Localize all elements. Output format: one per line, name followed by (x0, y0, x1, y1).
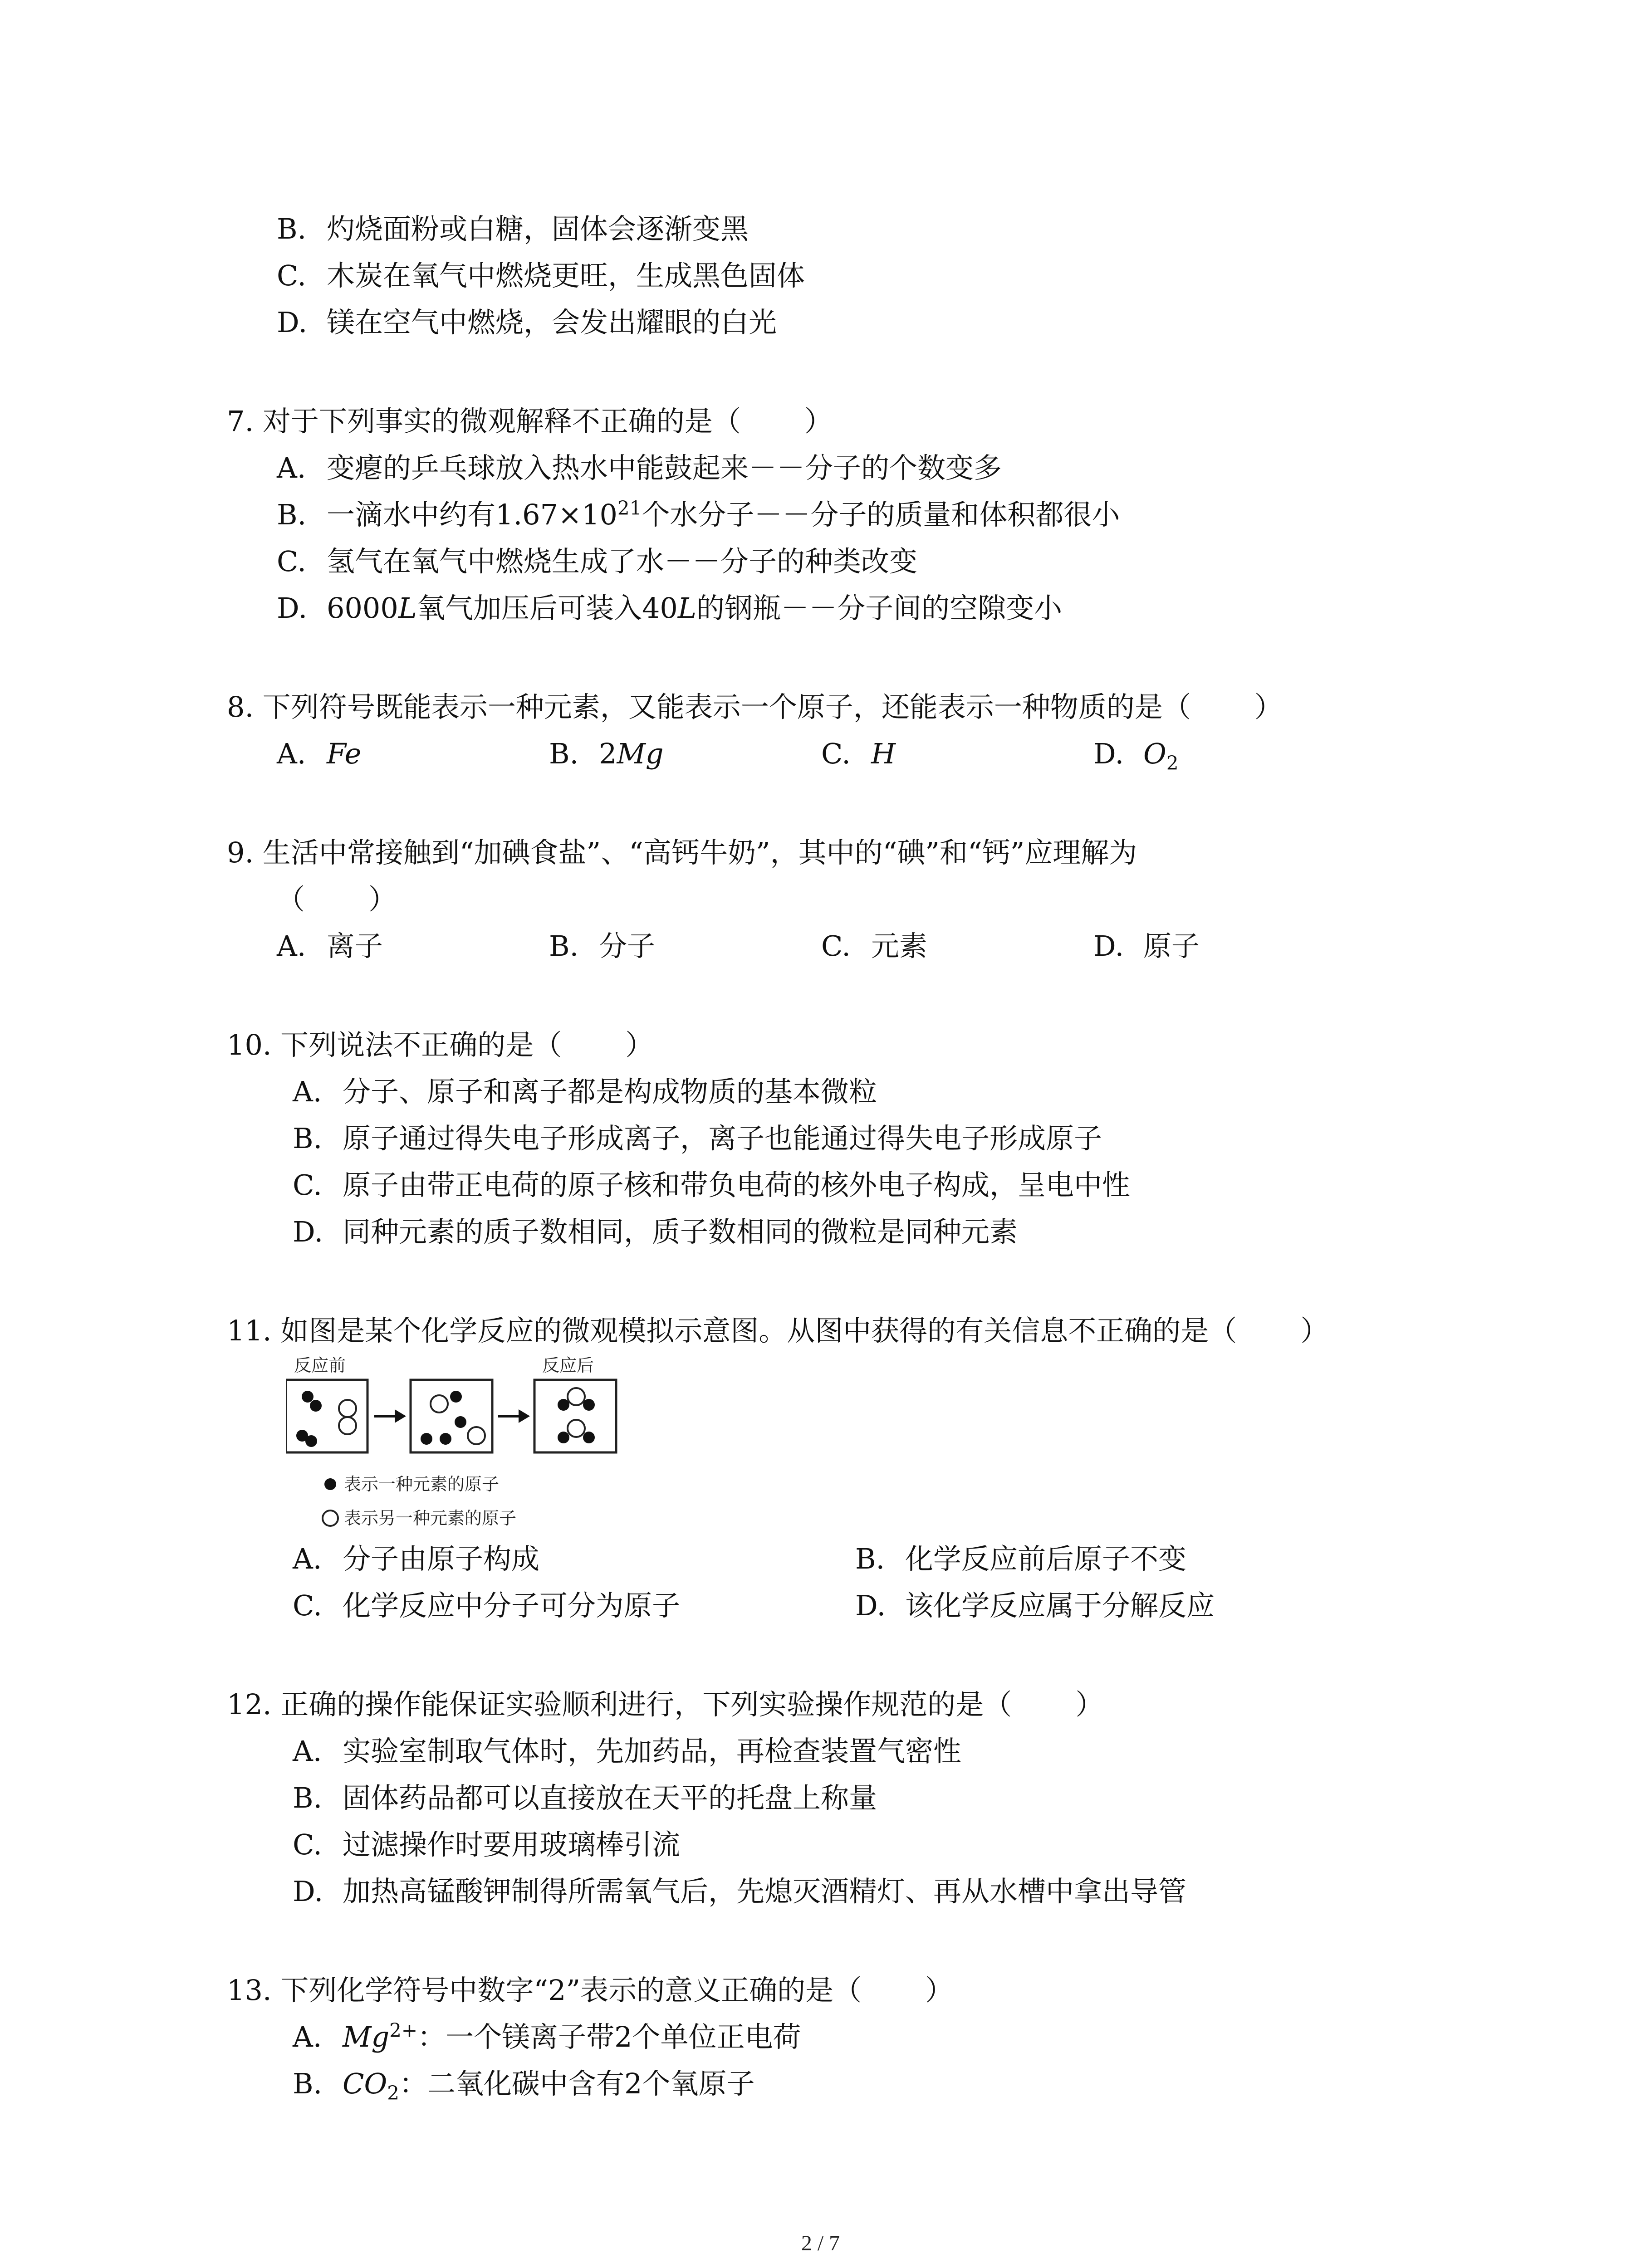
legend-open-label: 表示另一种元素的原子 (344, 1509, 517, 1528)
q7-stem: 7. 对于下列事实的微观解释不正确的是（ ） (227, 405, 833, 438)
q11-stem: 11. 如图是某个化学反应的微观模拟示意图。从图中获得的有关信息不正确的是（ ） (227, 1314, 1329, 1347)
q10-option-c: C. 原子由带正电荷的原子核和带负电荷的核外电子构成，呈电中性 (293, 1168, 1131, 1202)
q11-option-b: B. 化学反应前后原子不变 (855, 1542, 1187, 1575)
q11-option-c: C. 化学反应中分子可分为原子 (293, 1589, 681, 1622)
question-7 (227, 399, 1452, 632)
q12-option-a: A. 实验室制取气体时，先加药品，再检查装置气密性 (293, 1735, 962, 1768)
label-before: 反应前 (294, 1356, 346, 1375)
atom-filled (302, 1391, 314, 1403)
q10-option-b: B. 原子通过得失电子形成离子，离子也能通过得失电子形成原子 (293, 1122, 1102, 1155)
atom-open (568, 1420, 585, 1437)
q9-stem: 9. 生活中常接触到“加碘食盐”、“高钙牛奶”，其中的“碘”和“钙”应理解为 (227, 836, 1137, 869)
q13-option-a: A. $Mg^{2+}$：一个镁离子带2个单位正电荷 (293, 2019, 801, 2053)
arrow-head-icon (395, 1409, 406, 1423)
q7-option-c: C. 氢气在氧气中燃烧生成了水－－分子的种类改变 (277, 545, 918, 578)
q6-option-b: B. 灼烧面粉或白糖，固体会逐渐变黑 (277, 212, 749, 245)
q10-option-d: D. 同种元素的质子数相同，质子数相同的微粒是同种元素 (293, 1215, 1018, 1248)
q13-option-b: B. $CO_2$：二氧化碳中含有2个氧原子 (293, 2067, 755, 2104)
q12-option-c: C. 过滤操作时要用玻璃棒引流 (293, 1828, 681, 1861)
box-before (286, 1380, 367, 1452)
atom-open (339, 1417, 356, 1434)
q7-option-b: B. 一滴水中约有$1.67\times 10^{21}$个水分子－－分子的质量和体积都很小 (277, 497, 1120, 531)
question-9 (227, 830, 1452, 970)
q8-option-b: B. 2Mg (549, 737, 664, 770)
question-6-options (227, 206, 1452, 347)
page-number: 2 / 7 (801, 2231, 840, 2255)
q8-options (227, 731, 1452, 778)
atom-filled (440, 1433, 451, 1445)
q11-option-d: D. 该化学反应属于分解反应 (855, 1589, 1215, 1622)
question-12 (227, 1682, 1452, 1916)
arrow-head-icon (519, 1409, 530, 1423)
legend-open-atom-icon (323, 1510, 338, 1526)
reaction-diagram-svg (286, 1355, 694, 1536)
q11-reaction-diagram (227, 1355, 1452, 1536)
q8-option-a: A. Fe (277, 737, 362, 770)
q12-option-d: D. 加热高锰酸钾制得所需氧气后，先熄灭酒精灯、再从水槽中拿出导管 (293, 1875, 1187, 1908)
atom-filled (558, 1399, 569, 1411)
legend-filled-atom-icon (324, 1478, 336, 1490)
atom-filled (583, 1432, 595, 1443)
q9-option-a: A. 离子 (277, 929, 383, 963)
q13-stem: 13. 下列化学符号中数字“2”表示的意义正确的是（ ） (227, 1974, 954, 2007)
q8-stem: 8. 下列符号既能表示一种元素，又能表示一个原子，还能表示一种物质的是（ ） (227, 690, 1283, 723)
q9-option-b: B. 分子 (549, 929, 656, 963)
atom-filled (310, 1400, 322, 1412)
q9-options (227, 924, 1452, 970)
legend-filled-label: 表示一种元素的原子 (344, 1475, 500, 1494)
q12-option-b: B. 固体药品都可以直接放在天平的托盘上称量 (293, 1781, 877, 1814)
atom-open (339, 1400, 356, 1417)
atom-open (431, 1395, 448, 1413)
question-10 (227, 1022, 1452, 1256)
atom-filled (305, 1435, 317, 1447)
question-13 (227, 1968, 1452, 2108)
q9-option-d: D. 原子 (1093, 929, 1200, 963)
q11-option-a: A. 分子由原子构成 (293, 1542, 540, 1575)
atom-filled (455, 1416, 466, 1428)
q10-option-a: A. 分子、原子和离子都是构成物质的基本微粒 (293, 1075, 877, 1108)
q7-option-d: D. 6000L氧气加压后可装入40L的钢瓶－－分子间的空隙变小 (277, 591, 1063, 625)
atom-filled (583, 1399, 595, 1411)
q10-stem: 10. 下列说法不正确的是（ ） (227, 1028, 654, 1061)
page-content (227, 206, 1452, 2108)
question-8 (227, 684, 1452, 778)
q8-option-d: D. $O_2$ (1093, 737, 1179, 774)
q12-stem: 12. 正确的操作能保证实验顺利进行，下列实验操作规范的是（ ） (227, 1688, 1104, 1721)
label-after: 反应后 (542, 1356, 594, 1375)
q7-option-a: A. 变瘪的乒乓球放入热水中能鼓起来－－分子的个数变多 (277, 451, 1002, 484)
atom-filled (421, 1433, 432, 1445)
q6-option-d: D. 镁在空气中燃烧，会发出耀眼的白光 (277, 306, 777, 339)
q11-options-row2 (227, 1583, 1452, 1630)
atom-filled (450, 1391, 462, 1403)
q9-option-c: C. 元素 (821, 929, 928, 963)
question-11 (227, 1308, 1452, 1630)
q11-options-row1 (227, 1536, 1452, 1583)
atom-open (568, 1388, 585, 1405)
q8-option-c: C. H (821, 737, 896, 770)
atom-filled (558, 1432, 569, 1443)
q9-answer-paren: （ ） (277, 883, 397, 916)
q6-option-c: C. 木炭在氧气中燃烧更旺，生成黑色固体 (277, 259, 805, 292)
atom-open (468, 1427, 485, 1444)
